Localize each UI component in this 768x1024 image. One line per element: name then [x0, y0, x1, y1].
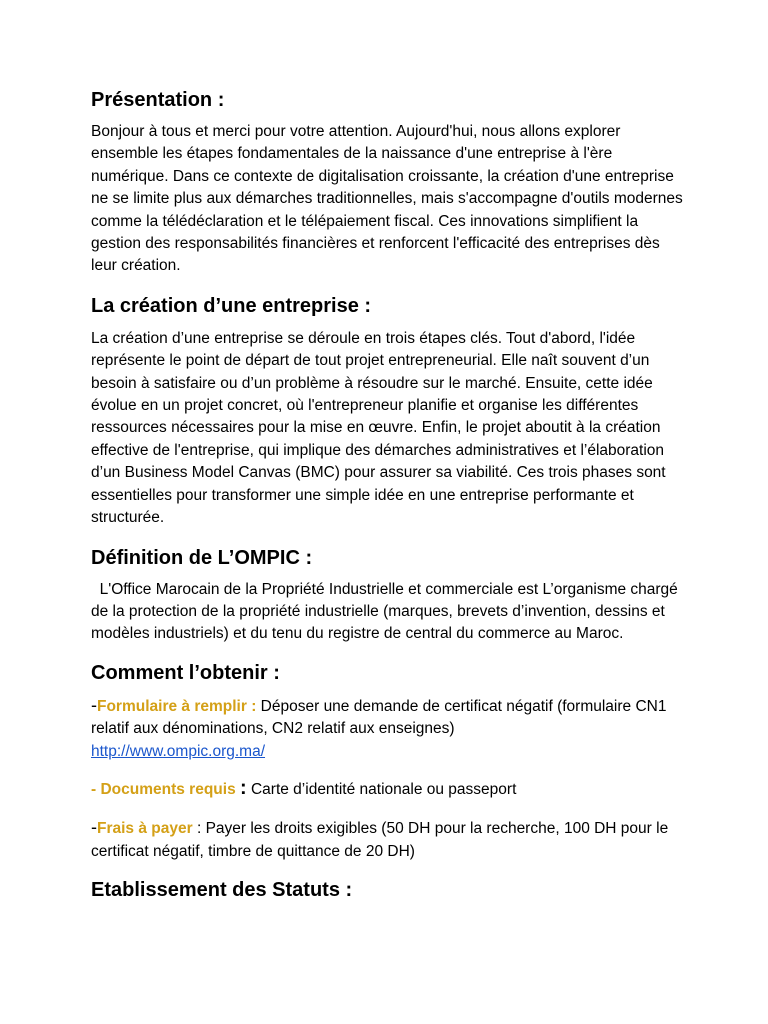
ompic-link[interactable]: http://www.ompic.org.ma/ [91, 742, 266, 760]
label-frais: Frais à payer [97, 820, 197, 838]
list-item-frais [91, 816, 685, 863]
document-body [91, 86, 685, 904]
heading-how-to-obtain: Comment l’obtenir : [91, 661, 280, 684]
paragraph-ompic-definition: L'Office Marocain de la Propriété Industrielle et commerciale est L’organisme chargé de la protection de la propriété industrielle (marques, brevets d’invention, dessins et modèles industriels) et du tenu du registre de central du commerce au Maroc. [91, 580, 683, 643]
text-documents: Carte d’identité nationale ou passeport [246, 780, 517, 798]
list-item-documents [91, 777, 685, 801]
dash-marker: - [91, 694, 97, 715]
label-documents: Documents requis [100, 780, 240, 798]
heading-creation: La création d’une entreprise : [91, 294, 372, 317]
label-formulaire: Formulaire à remplir : [97, 697, 261, 715]
text-frais: : Payer les droits exigibles (50 DH pour la recherche, 100 DH pour le certificat négatif, timbre de quittance de 20 DH) [91, 820, 669, 860]
paragraph-presentation: Bonjour à tous et merci pour votre attention. Aujourd'hui, nous allons explorer ensemble les étapes fondamentales de la naissance d'une entreprise à l'ère numérique. Dans ce contexte de digitalisation croissante, la création d'une entreprise ne se limite plus aux démarches traditionnelles, mais s'accompagne d'outils modernes comme la télédéclaration et le télépaiement fiscal. Ces innovations simplifient la gestion des responsabilités financières et renforcent l'efficacité des entreprises dès leur création. [91, 123, 683, 275]
list-item-formulaire [91, 694, 685, 763]
paragraph-creation: La création d’une entreprise se déroule en trois étapes clés. Tout d'abord, l'idée représente le point de départ de tout projet entrepreneurial. Elle naît souvent d’un besoin à satisfaire ou d’un problème à résoudre sur le marché. Ensuite, cette idée évolue en un projet concret, où l'entrepreneur planifie et organise les différentes ressources nécessaires pour la mise en œuvre. Enfin, le projet aboutit à la création effective de l'entreprise, qui implique des démarches administratives et l’élaboration d’un Business Model Canvas (BMC) pour assurer sa viabilité. Ces trois phases sont essentielles pour transformer une simple idée en une entreprise performante et structurée. [91, 329, 666, 527]
text-formulaire: Déposer une demande de certificat négatif (formulaire CN1 relatif aux dénominations, CN2 relatif aux enseignes) [91, 697, 667, 738]
dash-marker: - [91, 780, 101, 798]
colon-marker: : [240, 776, 247, 799]
heading-ompic-definition: Définition de L’OMPIC : [91, 546, 313, 569]
heading-statuts: Etablissement des Statuts : [91, 879, 353, 902]
heading-presentation: Présentation : [91, 89, 225, 111]
dash-marker: - [91, 817, 97, 838]
